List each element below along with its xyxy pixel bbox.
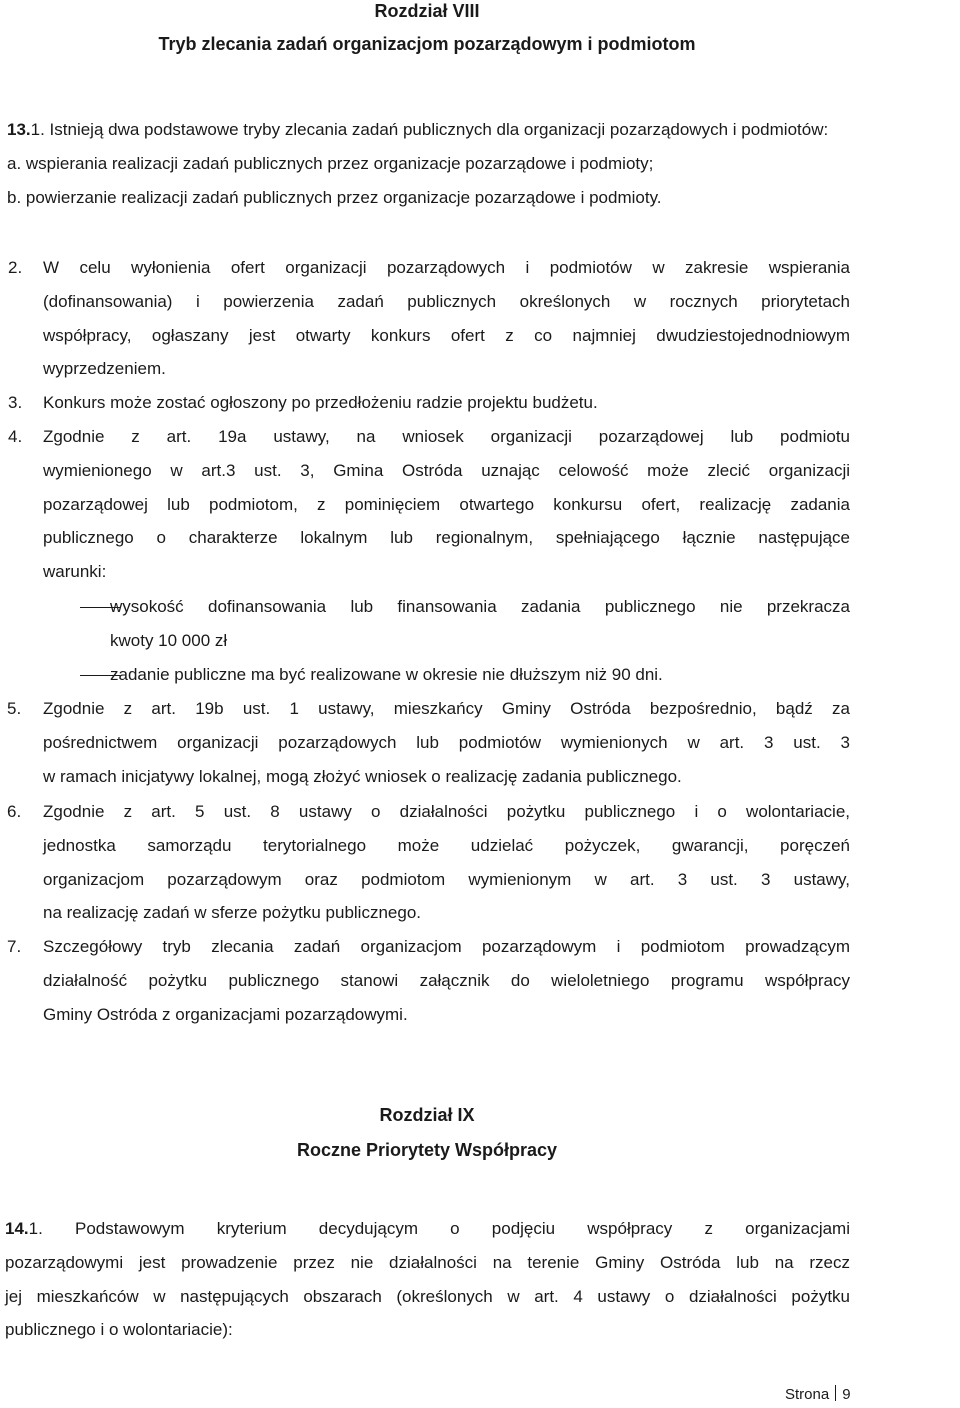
footer-label: Strona — [785, 1386, 830, 1403]
s13-item4-line: Zgodnie z art. 19a ustawy, na wniosek organizacji pozarządowej lub podmiotu — [43, 427, 850, 446]
s13-item2-line: (dofinansowania) i powierzenia zadań publicznych określonych w rocznych priorytetach — [43, 291, 850, 311]
s13-item1-num: 1. — [30, 120, 45, 139]
s13-item6-line: Zgodnie z art. 5 ust. 8 ustawy o działalności pożytku publicznego i o wolontariacie, — [43, 802, 850, 821]
chapter-9-title: Rozdział IX — [379, 1105, 475, 1125]
s13-item5-line: pośrednictwem organizacji pozarządowych lub podmiotów wymienionych w art. 3 ust. 3 — [43, 732, 850, 752]
s13-item4-num: 4. — [8, 427, 23, 446]
chapter-8-subtitle: Tryb zlecania zadań organizacjom pozarządowym i podmiotom — [158, 34, 696, 54]
s13-item5-line: Zgodnie z art. 19b ust. 1 ustawy, mieszkańcy Gminy Ostróda bezpośrednio, bądź za — [43, 699, 850, 718]
s13-bullet2-text: zadanie publiczne ma być realizowane w okresie nie dłuższym niż 90 dni. — [110, 665, 663, 684]
s13-item2-line: W celu wyłonienia ofert organizacji pozarządowych i podmiotów w zakresie wspierania — [43, 258, 850, 277]
s13-item6-line: organizacjom pozarządowym oraz podmiotom wymienionym w art. 3 ust. 3 ustawy, — [43, 869, 850, 889]
s13-item7-line: działalność pożytku publicznego stanowi załącznik do wieloletniego programu współpracy — [43, 970, 850, 990]
section-13-number: 13. — [7, 120, 31, 139]
page-number: 9 — [842, 1386, 851, 1403]
s14-line — [5, 1212, 850, 1246]
s13-item6-num: 6. — [7, 802, 22, 821]
s13-item5-line: w ramach inicjatywy lokalnej, mogą złożyć wniosek o realizację zadania publicznego. — [43, 766, 682, 786]
section-14-number: 14. — [5, 1219, 29, 1238]
s13-item5-text — [43, 692, 850, 793]
s13-item2-text — [43, 251, 850, 386]
s13-item5-num: 5. — [7, 699, 22, 718]
s14-item1-text — [5, 1212, 850, 1347]
s14-line-text: Podstawowym kryterium decydującym o podjęciu współpracy z organizacjami — [75, 1219, 850, 1238]
s13-item4-line: warunki: — [43, 562, 107, 582]
s13-item2-line: wyprzedzeniem. — [43, 359, 166, 379]
page-footer — [785, 1383, 851, 1407]
s13-bullet1-line: wysokość dofinansowania lub finansowania zadania publicznego nie przekracza — [110, 597, 850, 616]
s13-item4-line: publicznego o charakterze lokalnym lub regionalnym, spełniającego łącznie następujące — [43, 528, 850, 548]
s13-bullet1-line: kwoty 10 000 zł — [110, 630, 228, 650]
footer-separator — [835, 1385, 836, 1401]
s13-item6-line: jednostka samorządu terytorialnego może udzielać pożyczek, gwarancji, poręczeń — [43, 835, 850, 855]
s13-item-a: a. wspierania realizacji zadań publicznych przez organizacje pozarządowe i podmioty; — [7, 154, 654, 173]
chapter-8-title: Rozdział VIII — [374, 1, 480, 21]
s13-item4-text — [43, 420, 850, 589]
s13-item-b: b. powierzanie realizacji zadań publicznych przez organizacje pozarządowe i podmioty. — [7, 188, 662, 207]
s13-item4-line: wymienionego w art.3 ust. 3, Gmina Ostróda uznając celowość może zlecić organizacji — [43, 460, 850, 480]
s13-item3-text: Konkurs może zostać ogłoszony po przedłożeniu radzie projektu budżetu. — [43, 393, 598, 412]
s13-item7-line: Gminy Ostróda z organizacjami pozarządowymi. — [43, 1004, 408, 1024]
s13-item4-line: pozarządowej lub podmiotom, z pominięciem otwartego konkursu ofert, realizację zadania — [43, 494, 850, 514]
s14-line: jej mieszkańców w następujących obszarach (określonych w art. 4 ustawy o działalności pożytku — [5, 1286, 850, 1306]
s13-bullet1-text — [110, 590, 850, 658]
s13-item2-line: współpracy, ogłaszany jest otwarty konkurs ofert z co najmniej dwudziestojednodniowym — [43, 325, 850, 345]
s14-item1-num: 1. — [28, 1219, 43, 1238]
s14-line: publicznego i o wolontariacie): — [5, 1320, 233, 1340]
s13-item7-text — [43, 930, 850, 1031]
s13-item7-line: Szczegółowy tryb zlecania zadań organizacjom pozarządowym i podmiotom prowadzącym — [43, 937, 850, 956]
s13-item1 — [7, 113, 828, 147]
s13-item2-num: 2. — [8, 258, 23, 277]
s14-line: pozarządowymi jest prowadzenie przez nie działalności na terenie Gminy Ostróda lub na rzecz — [5, 1252, 850, 1272]
s13-item6-text — [43, 795, 850, 930]
chapter-9-subtitle: Roczne Priorytety Współpracy — [296, 1140, 558, 1160]
s13-item7-num: 7. — [7, 937, 22, 956]
s13-item6-line: na realizację zadań w sferze pożytku publicznego. — [43, 903, 421, 923]
s13-item3-num: 3. — [8, 393, 23, 412]
s13-item1-text: Istnieją dwa podstawowe tryby zlecania zadań publicznych dla organizacji pozarządowych i podmiotów: — [44, 120, 829, 139]
